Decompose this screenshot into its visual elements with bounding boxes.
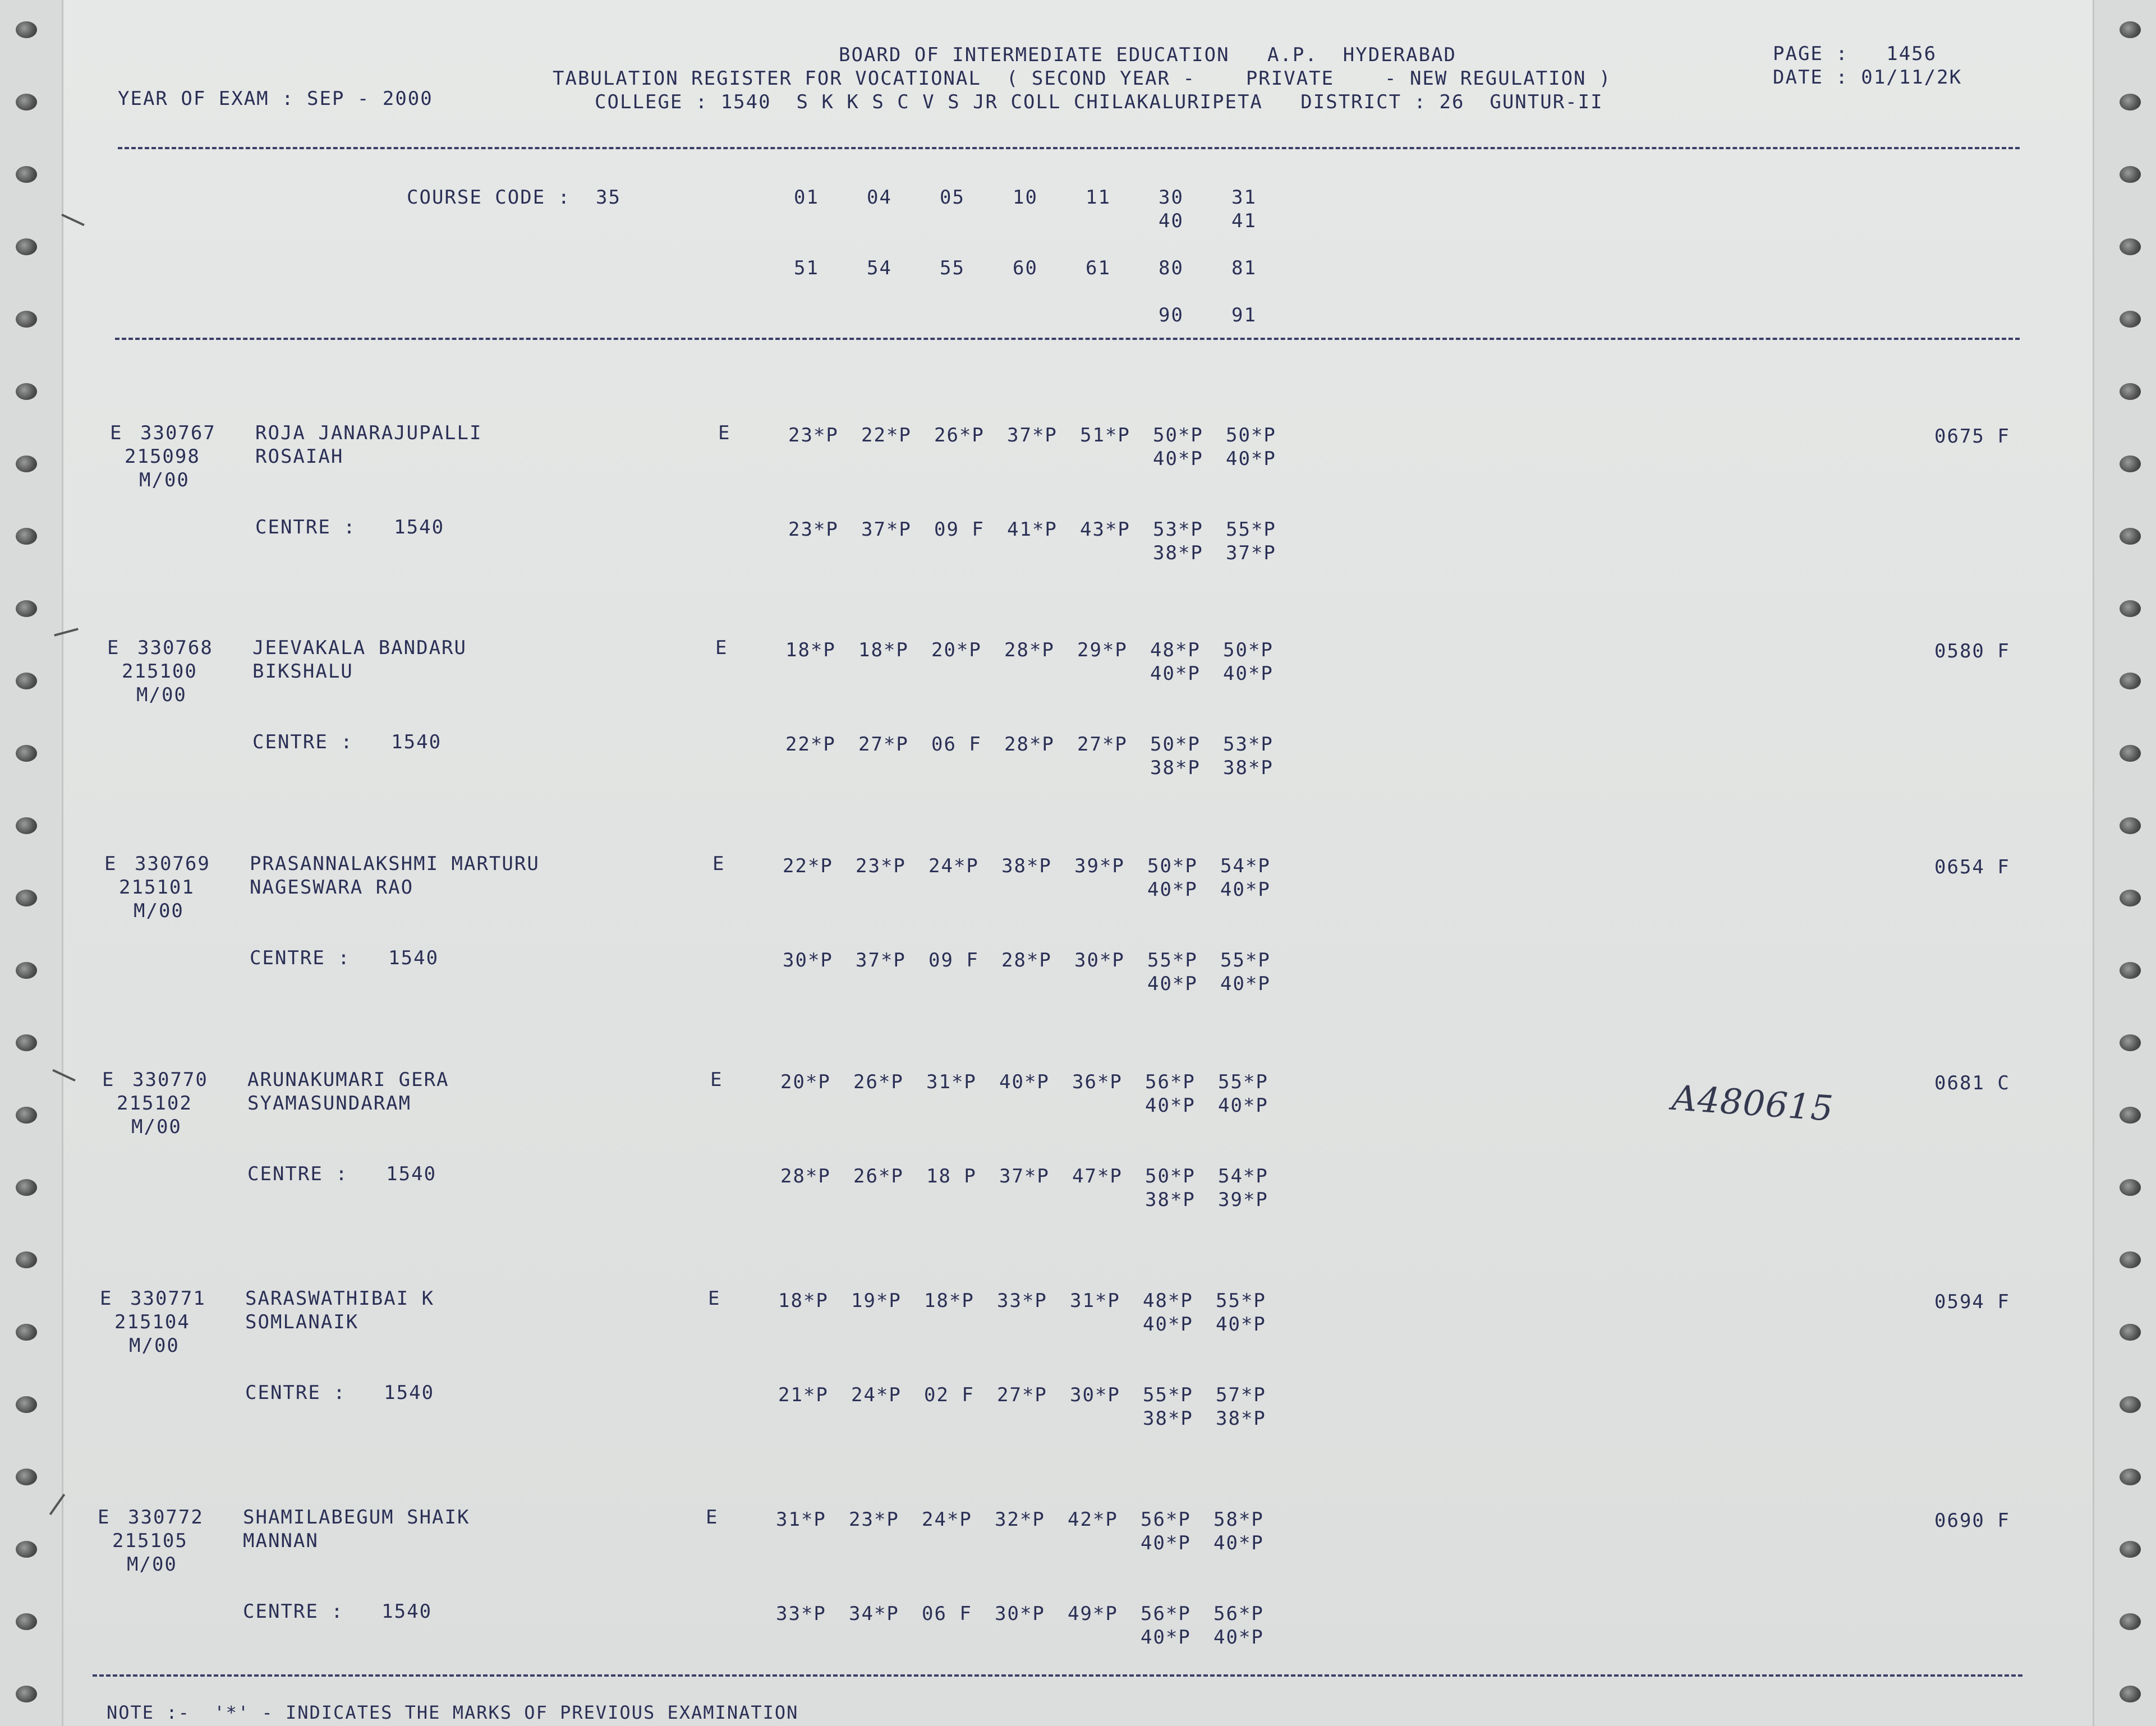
header-divider [118, 147, 2020, 149]
subject-mark: 40*P [1141, 1532, 1191, 1554]
register-title: TABULATION REGISTER FOR VOCATIONAL ( SECOND YEAR - PRIVATE - NEW REGULATION ) [553, 67, 1612, 90]
right-tractor-strip [2093, 0, 2156, 1726]
right-feed-hole [2120, 1251, 2141, 1268]
subject-mark: 40*P [1153, 448, 1203, 470]
hall-ticket-number: 330772 [128, 1506, 204, 1529]
subject-mark: 58*P [1213, 1508, 1264, 1531]
left-feed-hole [16, 1034, 37, 1051]
subject-mark: 20*P [931, 639, 982, 661]
subject-mark: 47*P [1072, 1165, 1123, 1188]
subject-mark: 38*P [1145, 1189, 1196, 1211]
right-feed-hole [2120, 1034, 2141, 1051]
medium-code: E [712, 853, 725, 875]
course-code: 05 [940, 186, 965, 209]
subject-mark: 56*P [1145, 1071, 1196, 1093]
subject-mark: 32*P [995, 1508, 1045, 1531]
subject-mark: 18*P [858, 639, 909, 661]
medium-code: E [710, 1069, 723, 1091]
subject-mark: 54*P [1220, 855, 1271, 877]
left-feed-hole [16, 238, 37, 255]
subject-mark: 18*P [778, 1290, 829, 1312]
total-and-result: 0675 F [1934, 425, 2010, 448]
left-feed-hole [16, 94, 37, 111]
subject-mark: 22*P [783, 855, 833, 877]
subject-mark: 28*P [1001, 949, 1052, 972]
subject-mark: 38*P [1150, 757, 1201, 779]
subject-mark: 50*P [1153, 424, 1203, 447]
subject-mark: 40*P [1145, 1094, 1196, 1117]
category-code: M/00 [136, 684, 187, 706]
centre-code: CENTRE : 1540 [250, 947, 439, 969]
right-feed-hole [2120, 817, 2141, 834]
course-divider [115, 338, 2020, 340]
parent-name: SYAMASUNDARAM [247, 1092, 412, 1115]
right-feed-hole [2120, 600, 2141, 617]
subject-mark: 41*P [1007, 518, 1058, 541]
course-code: 55 [940, 257, 965, 279]
right-feed-hole [2120, 1613, 2141, 1630]
subject-mark: 36*P [1072, 1071, 1123, 1093]
subject-mark: 54*P [1218, 1165, 1268, 1188]
subject-mark: 43*P [1080, 518, 1130, 541]
left-feed-hole [16, 528, 37, 545]
left-feed-hole [16, 890, 37, 906]
subject-mark: 55*P [1220, 949, 1271, 972]
college-info: COLLEGE : 1540 S K K S C V S JR COLL CHILAKALURIPETA DISTRICT : 26 GUNTUR-II [595, 91, 1603, 113]
course-code: 40 [1159, 210, 1184, 232]
subject-mark: 22*P [785, 733, 836, 756]
category-code: M/00 [139, 469, 190, 491]
footer-note: NOTE :- '*' - INDICATES THE MARKS OF PREVIOUS EXAMINATION [107, 1702, 799, 1723]
left-feed-hole [16, 1396, 37, 1413]
registration-number: 215100 [122, 660, 197, 683]
record-prefix: E [98, 1506, 111, 1529]
subject-mark: 22*P [861, 424, 912, 447]
subject-mark: 27*P [858, 733, 909, 756]
course-code: 11 [1086, 186, 1111, 209]
subject-mark: 55*P [1216, 1290, 1266, 1312]
right-feed-hole [2120, 528, 2141, 545]
course-code: 10 [1013, 186, 1038, 209]
parent-name: BIKSHALU [252, 660, 353, 683]
subject-mark: 24*P [922, 1508, 972, 1531]
subject-mark: 24*P [851, 1384, 902, 1406]
subject-mark: 51*P [1080, 424, 1130, 447]
right-feed-hole [2120, 1686, 2141, 1702]
subject-mark: 37*P [861, 518, 912, 541]
subject-mark: 55*P [1218, 1071, 1268, 1093]
subject-mark: 40*P [999, 1071, 1050, 1093]
subject-mark: 50*P [1226, 424, 1276, 447]
right-feed-hole [2120, 1107, 2141, 1124]
left-feed-hole [16, 455, 37, 472]
parent-name: SOMLANAIK [245, 1311, 359, 1333]
subject-mark: 19*P [851, 1290, 902, 1312]
right-feed-hole [2120, 166, 2141, 183]
right-feed-hole [2120, 962, 2141, 979]
left-feed-hole [16, 311, 37, 328]
course-code: 54 [867, 257, 892, 279]
medium-code: E [708, 1287, 721, 1310]
subject-mark: 28*P [780, 1165, 831, 1188]
subject-mark: 02 F [924, 1384, 974, 1406]
right-feed-hole [2120, 1179, 2141, 1196]
right-feed-hole [2120, 455, 2141, 472]
right-feed-hole [2120, 94, 2141, 111]
subject-mark: 40*P [1150, 662, 1201, 685]
category-code: M/00 [131, 1116, 182, 1138]
subject-mark: 24*P [928, 855, 979, 877]
medium-code: E [715, 637, 728, 659]
subject-mark: 27*P [997, 1384, 1047, 1406]
course-code: 31 [1231, 186, 1257, 209]
course-code-label: COURSE CODE : 35 [407, 186, 621, 209]
subject-mark: 40*P [1141, 1626, 1191, 1649]
subject-mark: 40*P [1213, 1532, 1264, 1554]
course-code: 61 [1086, 257, 1111, 279]
subject-mark: 38*P [1153, 542, 1203, 564]
subject-mark: 23*P [788, 518, 839, 541]
left-feed-hole [16, 1469, 37, 1485]
centre-code: CENTRE : 1540 [247, 1163, 437, 1185]
left-feed-hole [16, 383, 37, 400]
left-feed-hole [16, 817, 37, 834]
centre-code: CENTRE : 1540 [252, 731, 442, 753]
subject-mark: 28*P [1004, 639, 1055, 661]
registration-number: 215105 [112, 1530, 188, 1552]
right-feed-hole [2120, 21, 2141, 38]
left-feed-hole [16, 962, 37, 979]
subject-mark: 38*P [1216, 1407, 1266, 1430]
subject-mark: 30*P [1070, 1384, 1120, 1406]
subject-mark: 53*P [1153, 518, 1203, 541]
subject-mark: 30*P [1074, 949, 1125, 972]
subject-mark: 31*P [776, 1508, 826, 1531]
subject-mark: 06 F [922, 1603, 972, 1625]
footer-divider [93, 1674, 2022, 1677]
category-code: M/00 [129, 1334, 180, 1357]
right-feed-hole [2120, 1541, 2141, 1558]
subject-mark: 09 F [934, 518, 985, 541]
left-feed-hole [16, 745, 37, 762]
subject-mark: 48*P [1150, 639, 1201, 661]
subject-mark: 56*P [1213, 1603, 1264, 1625]
medium-code: E [706, 1506, 719, 1529]
left-tractor-strip [0, 0, 63, 1726]
subject-mark: 37*P [1226, 542, 1276, 564]
subject-mark: 53*P [1223, 733, 1274, 756]
course-code: 41 [1231, 210, 1257, 232]
registration-number: 215104 [114, 1311, 190, 1333]
right-feed-hole [2120, 383, 2141, 400]
left-feed-hole [16, 1686, 37, 1702]
subject-mark: 38*P [1223, 757, 1274, 779]
subject-mark: 40*P [1147, 973, 1198, 995]
print-date: DATE : 01/11/2K [1773, 66, 1962, 89]
record-prefix: E [104, 853, 117, 875]
subject-mark: 40*P [1220, 973, 1271, 995]
subject-mark: 50*P [1150, 733, 1201, 756]
subject-mark: 39*P [1074, 855, 1125, 877]
student-name: SHAMILABEGUM SHAIK [243, 1506, 470, 1529]
left-feed-hole [16, 1324, 37, 1341]
category-code: M/00 [134, 900, 184, 922]
page-number: PAGE : 1456 [1773, 43, 1937, 65]
subject-mark: 50*P [1223, 639, 1274, 661]
subject-mark: 57*P [1216, 1384, 1266, 1406]
margin-tick-mark [61, 214, 85, 226]
course-code: 81 [1231, 257, 1257, 279]
subject-mark: 40*P [1213, 1626, 1264, 1649]
right-feed-hole [2120, 311, 2141, 328]
course-code: 91 [1231, 304, 1257, 326]
parent-name: NAGESWARA RAO [250, 876, 414, 899]
total-and-result: 0681 C [1934, 1072, 2010, 1094]
left-feed-hole [16, 1613, 37, 1630]
student-name: ROJA JANARAJUPALLI [255, 422, 482, 444]
left-feed-hole [16, 21, 37, 38]
board-title: BOARD OF INTERMEDIATE EDUCATION A.P. HYDERABAD [839, 44, 1457, 66]
subject-mark: 49*P [1068, 1603, 1118, 1625]
medium-code: E [718, 422, 731, 444]
subject-mark: 28*P [1004, 733, 1055, 756]
subject-mark: 31*P [1070, 1290, 1120, 1312]
subject-mark: 55*P [1147, 949, 1198, 972]
parent-name: ROSAIAH [255, 445, 344, 468]
student-name: PRASANNALAKSHMI MARTURU [250, 853, 540, 875]
total-and-result: 0580 F [1934, 640, 2010, 662]
subject-mark: 50*P [1147, 855, 1198, 877]
subject-mark: 56*P [1141, 1603, 1191, 1625]
subject-mark: 40*P [1147, 878, 1198, 901]
subject-mark: 38*P [1001, 855, 1052, 877]
registration-number: 215101 [119, 876, 195, 899]
subject-mark: 23*P [849, 1508, 899, 1531]
record-prefix: E [110, 422, 123, 444]
handwritten-note: A480615 [1670, 1077, 1835, 1129]
subject-mark: 39*P [1218, 1189, 1268, 1211]
total-and-result: 0690 F [1934, 1509, 2010, 1532]
subject-mark: 50*P [1145, 1165, 1196, 1188]
centre-code: CENTRE : 1540 [243, 1600, 433, 1623]
right-feed-hole [2120, 745, 2141, 762]
subject-mark: 09 F [928, 949, 979, 972]
subject-mark: 30*P [995, 1603, 1045, 1625]
course-code: 80 [1159, 257, 1184, 279]
subject-mark: 56*P [1141, 1508, 1191, 1531]
subject-mark: 38*P [1143, 1407, 1193, 1430]
hall-ticket-number: 330771 [130, 1287, 206, 1310]
course-code: 01 [794, 186, 819, 209]
left-feed-hole [16, 1179, 37, 1196]
record-prefix: E [107, 637, 120, 659]
subject-mark: 23*P [788, 424, 839, 447]
subject-mark: 40*P [1226, 448, 1276, 470]
subject-mark: 40*P [1220, 878, 1271, 901]
hall-ticket-number: 330768 [137, 637, 213, 659]
right-feed-hole [2120, 673, 2141, 689]
subject-mark: 37*P [856, 949, 906, 972]
subject-mark: 21*P [778, 1384, 829, 1406]
centre-code: CENTRE : 1540 [245, 1382, 435, 1404]
subject-mark: 37*P [1007, 424, 1058, 447]
subject-mark: 26*P [853, 1071, 904, 1093]
right-feed-hole [2120, 1396, 2141, 1413]
subject-mark: 18*P [785, 639, 836, 661]
category-code: M/00 [127, 1553, 177, 1576]
hall-ticket-number: 330767 [140, 422, 216, 444]
right-feed-hole [2120, 1324, 2141, 1341]
subject-mark: 40*P [1218, 1094, 1268, 1117]
left-feed-hole [16, 673, 37, 689]
record-prefix: E [102, 1069, 115, 1091]
subject-mark: 40*P [1223, 662, 1274, 685]
subject-mark: 48*P [1143, 1290, 1193, 1312]
total-and-result: 0654 F [1934, 856, 2010, 878]
subject-mark: 37*P [999, 1165, 1050, 1188]
subject-mark: 40*P [1143, 1313, 1193, 1336]
subject-mark: 30*P [783, 949, 833, 972]
subject-mark: 31*P [926, 1071, 977, 1093]
subject-mark: 55*P [1226, 518, 1276, 541]
subject-mark: 33*P [776, 1603, 826, 1625]
student-name: JEEVAKALA BANDARU [252, 637, 467, 659]
subject-mark: 26*P [853, 1165, 904, 1188]
subject-mark: 27*P [1077, 733, 1128, 756]
year-of-exam: YEAR OF EXAM : SEP - 2000 [118, 88, 433, 110]
subject-mark: 33*P [997, 1290, 1047, 1312]
course-code: 30 [1159, 186, 1184, 209]
registration-number: 215102 [117, 1092, 192, 1115]
hall-ticket-number: 330770 [132, 1069, 208, 1091]
right-feed-hole [2120, 238, 2141, 255]
parent-name: MANNAN [243, 1530, 319, 1552]
right-feed-hole [2120, 890, 2141, 906]
subject-mark: 29*P [1077, 639, 1128, 661]
subject-mark: 23*P [856, 855, 906, 877]
course-code: 04 [867, 186, 892, 209]
subject-mark: 34*P [849, 1603, 899, 1625]
student-name: SARASWATHIBAI K [245, 1287, 435, 1310]
record-prefix: E [100, 1287, 113, 1310]
subject-mark: 55*P [1143, 1384, 1193, 1406]
left-feed-hole [16, 1541, 37, 1558]
hall-ticket-number: 330769 [135, 853, 210, 875]
subject-mark: 40*P [1216, 1313, 1266, 1336]
total-and-result: 0594 F [1934, 1291, 2010, 1313]
right-feed-hole [2120, 1469, 2141, 1485]
subject-mark: 26*P [934, 424, 985, 447]
left-feed-hole [16, 1251, 37, 1268]
student-name: ARUNAKUMARI GERA [247, 1069, 449, 1091]
registration-number: 215098 [125, 445, 200, 468]
left-feed-hole [16, 600, 37, 617]
subject-mark: 18*P [924, 1290, 974, 1312]
course-code: 60 [1013, 257, 1038, 279]
subject-mark: 42*P [1068, 1508, 1118, 1531]
course-code: 51 [794, 257, 819, 279]
left-feed-hole [16, 166, 37, 183]
course-code: 90 [1159, 304, 1184, 326]
subject-mark: 18 P [926, 1165, 977, 1188]
subject-mark: 06 F [931, 733, 982, 756]
left-feed-hole [16, 1107, 37, 1124]
subject-mark: 20*P [780, 1071, 831, 1093]
centre-code: CENTRE : 1540 [255, 516, 445, 538]
